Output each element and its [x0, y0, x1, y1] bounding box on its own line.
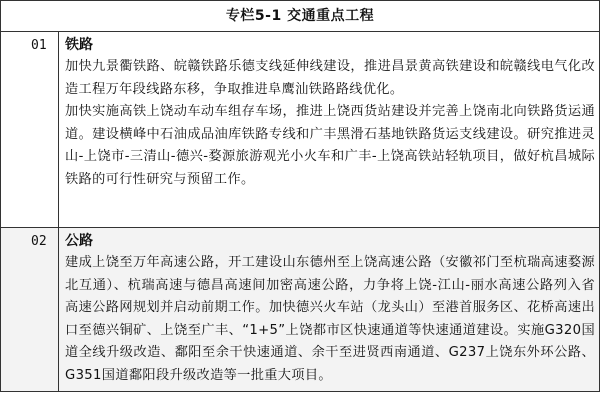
section-content-highway: [59, 228, 600, 392]
section-number: 01: [1, 32, 59, 228]
section-row-railway: [1, 32, 600, 228]
section-paragraph: 加快实施高铁上饶动车动车组存车场，推进上饶西货站建设并完善上饶南北向铁路货运通道。建设横峰中石油成品油库铁路专线和广丰黑滑石基地铁路货运支线建设。研究推进灵山-上饶市-三清山-德兴-婺源旅游观光小火车和广丰-上饶高铁站轻轨项目，做好杭昌城际铁路的可行性研究与预留工作。: [65, 104, 596, 187]
section-number: 02: [1, 228, 59, 392]
section-heading: 公路: [65, 233, 93, 249]
section-heading: 铁路: [65, 37, 93, 53]
section-content-railway: [59, 32, 600, 228]
table-title-row: [1, 1, 600, 32]
section-paragraph: 加快九景衢铁路、皖赣铁路乐德支线延伸线建设，推进昌景黄高铁建设和皖赣线电气化改造工程万年段线路东移，争取推进阜鹰汕铁路路线优化。: [65, 59, 596, 97]
table-title: 专栏5-1 交通重点工程: [1, 1, 600, 32]
section-paragraph: 建成上饶至万年高速公路，开工建设山东德州至上饶高速公路（安徽祁门至杭瑞高速婺源北互通）、杭瑞高速与德昌高速间加密高速公路，力争将上饶-江山-丽水高速公路列入省高速公路网规划并启动前期工作。加快德兴火车站（龙头山）至港首服务区、花桥高速出口至德兴铜矿、上饶至广丰、“1+5”上饶都市区快速通道等快速通道建设。实施G320国道全线升级改造、鄱阳至余干快速通道、余干至进贤西南通道、G237上饶东外环公路、G351国道鄱阳段升级改造等一批重大项目。: [65, 255, 596, 383]
section-row-highway: [1, 228, 600, 392]
